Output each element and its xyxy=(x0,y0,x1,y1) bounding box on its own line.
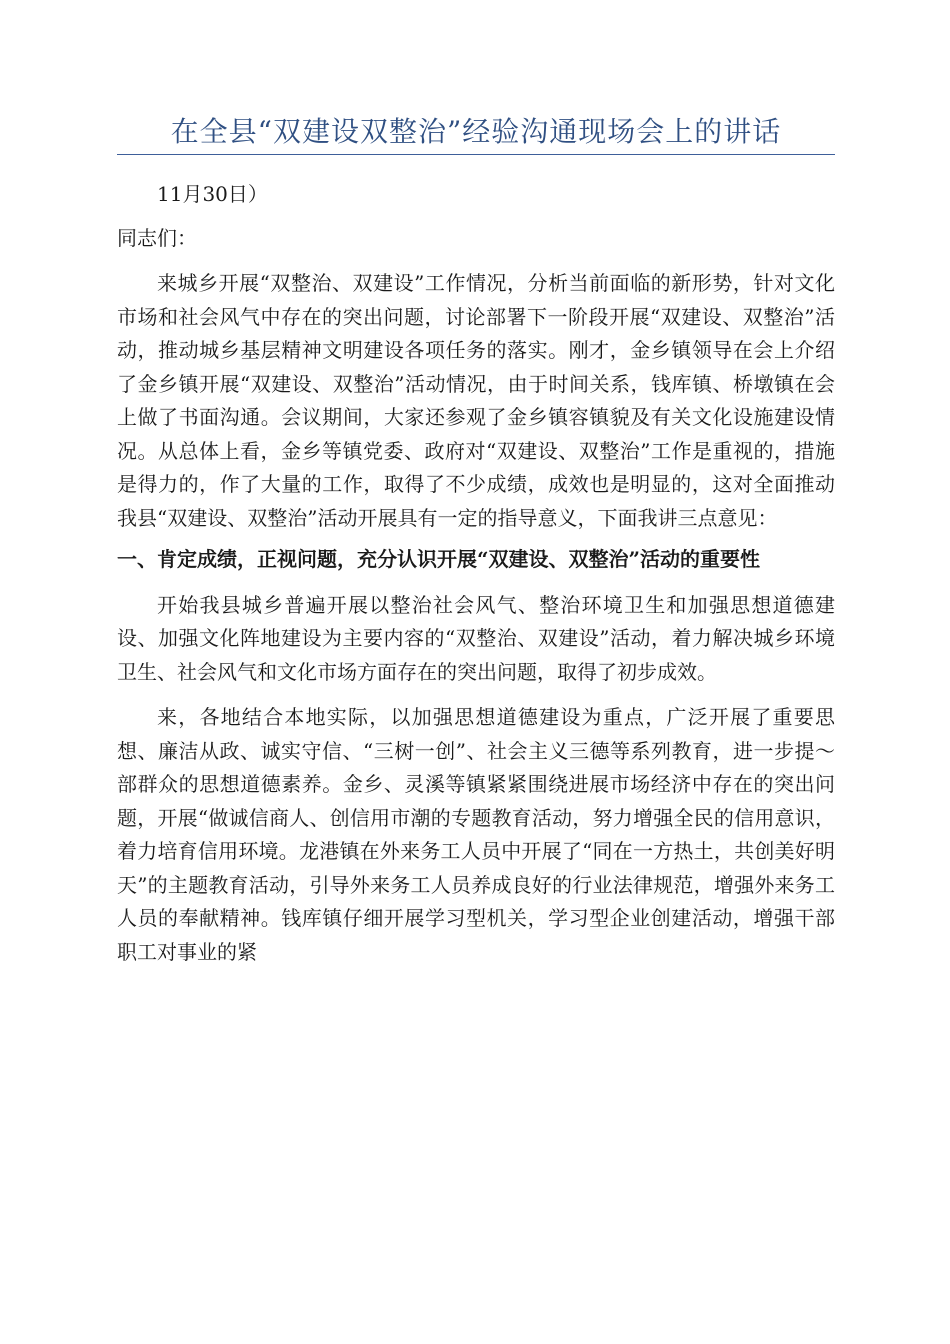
paragraph-section-1-b: 来，各地结合本地实际，以加强思想道德建设为重点，广泛开展了重要思想、廉洁从政、诚实守信、“三树一创”、社会主义三德等系列教育，进一步提～部群众的思想道德素养。金乡、灵溪等镇紧紧围绕进展市场经济中存在的突出问题，开展“做诚信商人、创信用市潮的专题教育活动，努力增强全民的信用意识，着力培育信用环境。龙港镇在外来务工人员中开展了“同在一方热土，共创美好明天”的主题教育活动，引导外来务工人员养成良好的行业法律规范，增强外来务工人员的奉献精神。钱库镇仔细开展学习型机关，学习型企业创建活动，增强干部职工对事业的紧 xyxy=(117,705,835,964)
section-heading-1: 一、肯定成绩，正视问题，充分认识开展“双建设、双整治”活动的重要性 xyxy=(117,547,761,571)
document-title: 在全县“双建设双整治”经验沟通现场会上的讲话 xyxy=(170,115,782,148)
salutation: 同志们： xyxy=(117,225,197,250)
paragraph-section-1-a: 开始我县城乡普遍开展以整治社会风气、整治环境卫生和加强思想道德建设、加强文化阵地建设为主要内容的“双整治、双建设”活动，着力解决城乡环境卫生、社会风气和文化市场方面存在的突出问题，取得了初步成效。 xyxy=(117,592,835,684)
document-body xyxy=(117,178,835,969)
date-line: 11月30日） xyxy=(157,182,268,206)
paragraph-intro: 来城乡开展“双整治、双建设”工作情况，分析当前面临的新形势，针对文化市场和社会风气中存在的突出问题，讨论部署下一阶段开展“双建设、双整治”活动，推动城乡基层精神文明建设各项任务的落实。刚才，金乡镇领导在会上介绍了金乡镇开展“双建设、双整治”活动情况，由于时间关系，钱库镇、桥墩镇在会上做了书面沟通。会议期间，大家还参观了金乡镇容镇貌及有关文化设施建设情况。从总体上看，金乡等镇党委、政府对“双建设、双整治”工作是重视的，措施是得力的，作了大量的工作，取得了不少成绩，成效也是明显的，这对全面推动我县“双建设、双整治”活动开展具有一定的指导意义，下面我讲三点意见： xyxy=(117,271,835,530)
title-underline xyxy=(117,154,835,155)
